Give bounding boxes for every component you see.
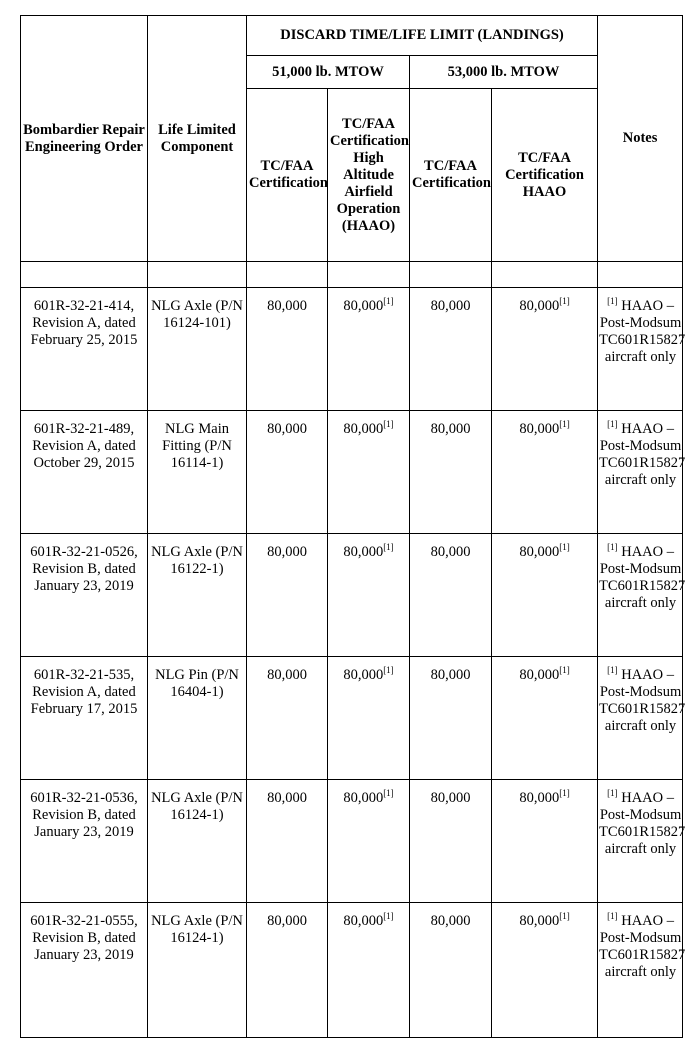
footnote-ref: [1] [383, 911, 394, 922]
header-component: Life Limited Component [148, 16, 247, 262]
repair-order-cell [21, 288, 148, 411]
notes-text: HAAO – Post-Modsum TC601R15827 aircraft only [599, 913, 686, 980]
limit-53-haao-cell [492, 657, 598, 780]
header-mtow-53000: 53,000 lb. MTOW [410, 56, 598, 89]
limit-53-text: 80,000 [430, 544, 471, 560]
component-text: NLG Main Fitting (P/N 16114-1) [162, 421, 232, 471]
component-text: NLG Axle (P/N 16122-1) [151, 544, 243, 577]
footnote-ref: [1] [607, 296, 618, 307]
limit-51-cell [247, 534, 328, 657]
component-text: NLG Axle (P/N 16124-1) [151, 790, 243, 823]
limit-51-haao-cell [328, 780, 410, 903]
limit-53-haao-text: 80,000 [519, 544, 560, 560]
limit-53-cell [410, 657, 492, 780]
component-cell [148, 780, 247, 903]
life-limit-table [20, 15, 686, 1038]
limit-51-text: 80,000 [267, 421, 307, 437]
limit-51-haao-text: 80,000 [343, 298, 384, 314]
component-cell [148, 534, 247, 657]
limit-51-cell [247, 780, 328, 903]
notes-cell [598, 411, 686, 534]
footnote-ref: [1] [383, 419, 394, 430]
limit-53-haao-cell [492, 534, 598, 657]
notes-cell [598, 534, 686, 657]
limit-51-haao-text: 80,000 [343, 790, 384, 806]
footnote-ref: [1] [607, 665, 618, 676]
spacer-row [21, 262, 683, 288]
notes-text: HAAO – Post-Modsum TC601R15827 aircraft only [599, 421, 686, 488]
repair-order-text: 601R-32-21-0526, Revision B, dated January 23, 2019 [30, 544, 138, 594]
limit-51-haao-cell [328, 534, 410, 657]
limit-51-haao-text: 80,000 [343, 667, 384, 683]
notes-text: HAAO – Post-Modsum TC601R15827 aircraft only [599, 790, 686, 857]
repair-order-text: 601R-32-21-0555, Revision B, dated January 23, 2019 [30, 913, 138, 963]
table-row [21, 903, 683, 1038]
footnote-ref: [1] [559, 542, 570, 553]
footnote-ref: [1] [559, 419, 570, 430]
limit-51-cell [247, 657, 328, 780]
limit-51-haao-text: 80,000 [343, 544, 384, 560]
limit-53-haao-cell [492, 288, 598, 411]
limit-51-cell [247, 288, 328, 411]
limit-51-haao-cell [328, 903, 410, 1038]
limit-53-text: 80,000 [430, 667, 471, 683]
limit-53-haao-cell [492, 780, 598, 903]
limit-53-cell [410, 534, 492, 657]
footnote-ref: [1] [607, 911, 618, 922]
component-text: NLG Axle (P/N 16124-1) [151, 913, 243, 946]
component-text: NLG Pin (P/N 16404-1) [155, 667, 239, 700]
limit-53-haao-text: 80,000 [519, 913, 560, 929]
limit-51-haao-text: 80,000 [343, 421, 384, 437]
footnote-ref: [1] [383, 788, 394, 799]
component-text: NLG Axle (P/N 16124-101) [151, 298, 243, 331]
repair-order-cell [21, 657, 148, 780]
limit-53-text: 80,000 [430, 790, 471, 806]
limit-53-cell [410, 288, 492, 411]
notes-text: HAAO – Post-Modsum TC601R15827 aircraft only [599, 667, 686, 734]
footnote-ref: [1] [607, 542, 618, 553]
component-cell [148, 903, 247, 1038]
component-cell [148, 288, 247, 411]
notes-cell [598, 780, 686, 903]
header-notes: Notes [598, 16, 683, 262]
footnote-ref: [1] [559, 665, 570, 676]
header-repair-order: Bombardier Repair Engineering Order [21, 16, 148, 262]
repair-order-text: 601R-32-21-535, Revision A, dated February 17, 2015 [30, 667, 138, 717]
footnote-ref: [1] [383, 296, 394, 307]
header-tc-faa-haao-51: TC/FAA Certification High Altitude Airfield Operation (HAAO) [328, 89, 410, 262]
limit-53-cell [410, 903, 492, 1038]
repair-order-cell [21, 534, 148, 657]
notes-cell [598, 657, 686, 780]
notes-cell [598, 288, 686, 411]
limit-53-cell [410, 780, 492, 903]
header-discard-time: DISCARD TIME/LIFE LIMIT (LANDINGS) [247, 16, 598, 56]
limit-53-haao-cell [492, 411, 598, 534]
limit-51-haao-cell [328, 411, 410, 534]
repair-order-text: 601R-32-21-0536, Revision B, dated January 23, 2019 [30, 790, 138, 840]
limit-53-haao-text: 80,000 [519, 667, 560, 683]
component-cell [148, 657, 247, 780]
table-row [21, 288, 683, 411]
limit-53-cell [410, 411, 492, 534]
repair-order-text: 601R-32-21-489, Revision A, dated October 29, 2015 [32, 421, 136, 471]
repair-order-cell [21, 780, 148, 903]
footnote-ref: [1] [607, 419, 618, 430]
footnote-ref: [1] [559, 911, 570, 922]
footnote-ref: [1] [383, 542, 394, 553]
limit-53-text: 80,000 [430, 913, 471, 929]
limit-51-haao-text: 80,000 [343, 913, 384, 929]
limit-51-text: 80,000 [267, 298, 307, 314]
notes-cell [598, 903, 686, 1038]
header-tc-faa-53: TC/FAA Certification [410, 89, 492, 262]
notes-text: HAAO – Post-Modsum TC601R15827 aircraft only [599, 298, 686, 365]
limit-51-cell [247, 411, 328, 534]
limit-53-haao-cell [492, 903, 598, 1038]
footnote-ref: [1] [559, 296, 570, 307]
header-tc-faa-haao-53: TC/FAA Certification HAAO [492, 89, 598, 262]
limit-53-haao-text: 80,000 [519, 790, 560, 806]
component-cell [148, 411, 247, 534]
repair-order-cell [21, 903, 148, 1038]
limit-53-text: 80,000 [430, 298, 471, 314]
limit-51-text: 80,000 [267, 667, 307, 683]
limit-51-text: 80,000 [267, 544, 307, 560]
table-row [21, 657, 683, 780]
repair-order-cell [21, 411, 148, 534]
repair-order-text: 601R-32-21-414, Revision A, dated February 25, 2015 [30, 298, 138, 348]
limit-51-haao-cell [328, 288, 410, 411]
table-row [21, 780, 683, 903]
limit-53-haao-text: 80,000 [519, 298, 560, 314]
limit-51-haao-cell [328, 657, 410, 780]
limit-51-text: 80,000 [267, 913, 307, 929]
table-row [21, 411, 683, 534]
notes-text: HAAO – Post-Modsum TC601R15827 aircraft only [599, 544, 686, 611]
footnote-ref: [1] [607, 788, 618, 799]
limit-53-text: 80,000 [430, 421, 471, 437]
header-tc-faa-51: TC/FAA Certification [247, 89, 328, 262]
limit-51-cell [247, 903, 328, 1038]
table-row [21, 534, 683, 657]
limit-53-haao-text: 80,000 [519, 421, 560, 437]
limit-51-text: 80,000 [267, 790, 307, 806]
footnote-ref: [1] [559, 788, 570, 799]
header-mtow-51000: 51,000 lb. MTOW [247, 56, 410, 89]
footnote-ref: [1] [383, 665, 394, 676]
